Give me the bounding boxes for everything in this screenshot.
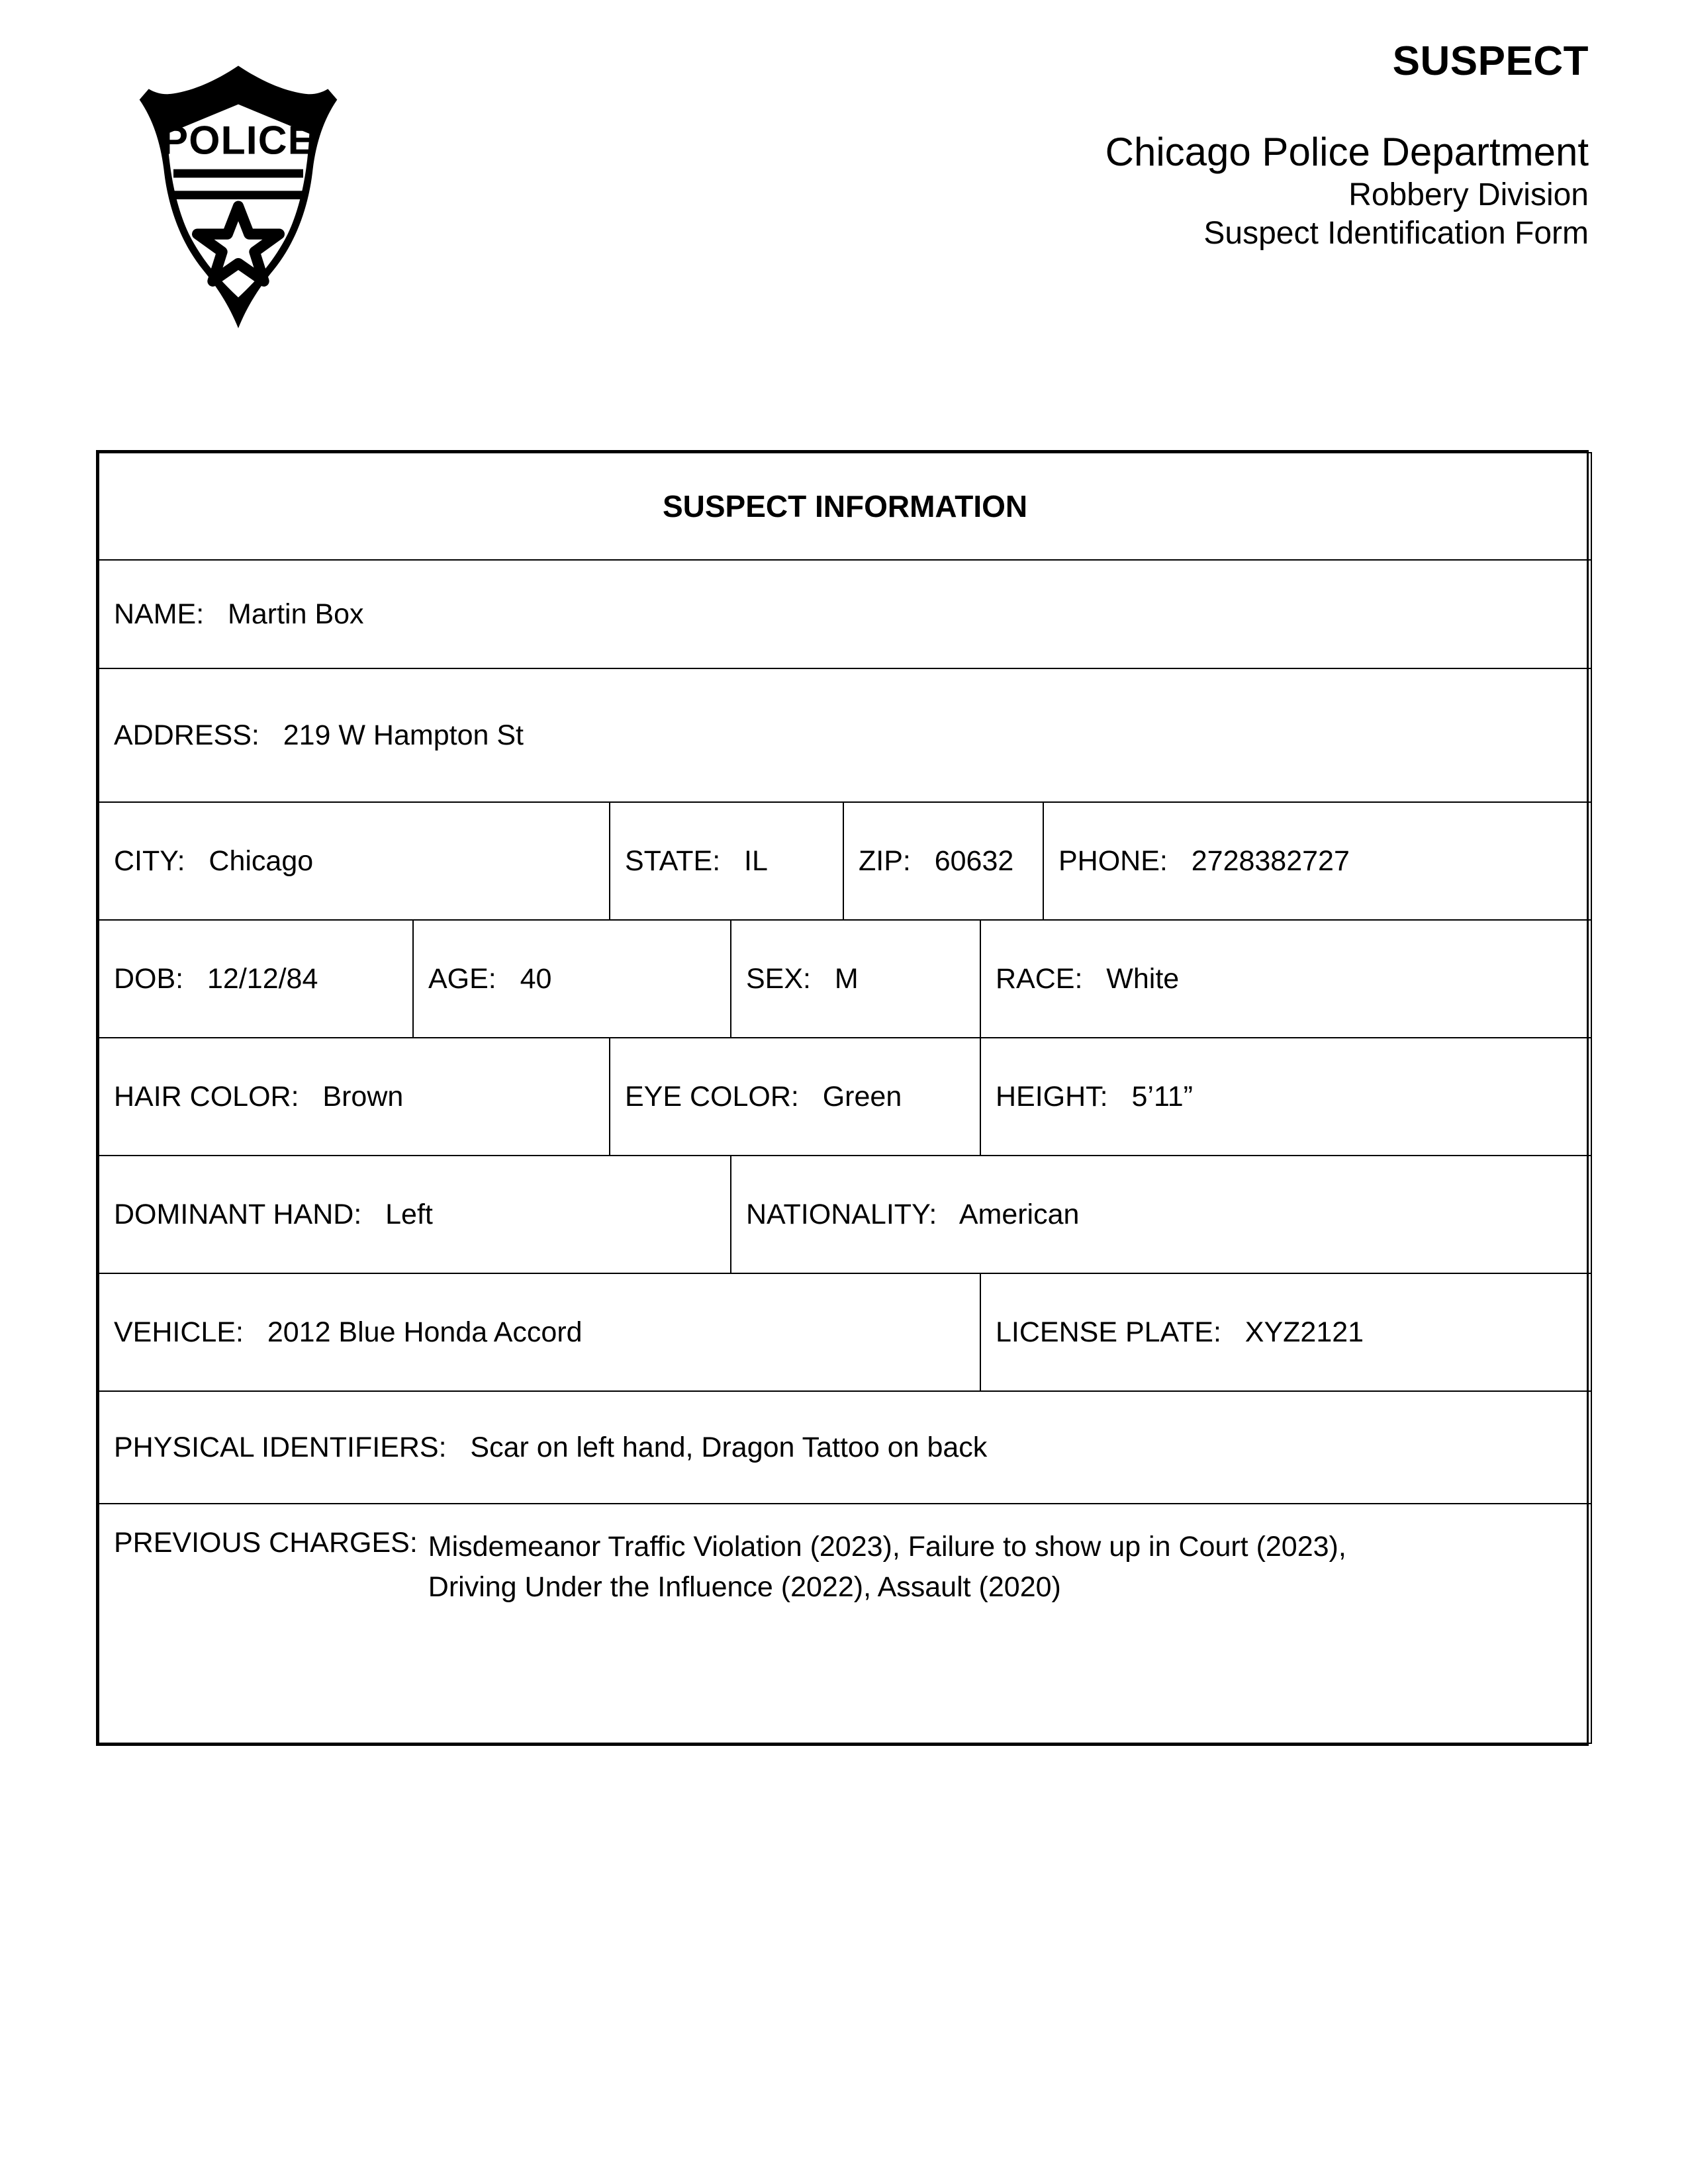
- dob-value: 12/12/84: [207, 962, 318, 995]
- height-field: [981, 1069, 1591, 1125]
- section-title-cell: [99, 453, 1591, 560]
- vehicle-label: VEHICLE:: [114, 1316, 244, 1348]
- suspect-information-table: [96, 450, 1589, 1746]
- hair-color-label: HAIR COLOR:: [114, 1080, 299, 1113]
- nationality-value: American: [959, 1198, 1080, 1230]
- state-cell: [610, 802, 843, 920]
- previous-charges-cell: [99, 1504, 1591, 1743]
- phone-field: [1044, 833, 1591, 889]
- hair-color-field: [99, 1069, 609, 1125]
- license-plate-value: XYZ2121: [1244, 1316, 1364, 1348]
- section-title: SUSPECT INFORMATION: [662, 489, 1028, 523]
- physical-identifiers-cell: [99, 1391, 1591, 1504]
- physical-identifiers-label: PHYSICAL IDENTIFIERS:: [114, 1431, 447, 1463]
- physical-identifiers-value: Scar on left hand, Dragon Tattoo on back: [470, 1431, 988, 1463]
- nationality-label: NATIONALITY:: [746, 1198, 937, 1230]
- height-value: 5’11”: [1131, 1080, 1193, 1113]
- vehicle-value: 2012 Blue Honda Accord: [267, 1316, 583, 1348]
- police-shield-badge-icon: [122, 60, 354, 338]
- vehicle-field: [99, 1304, 980, 1361]
- city-field: [99, 833, 609, 889]
- vehicle-cell: [99, 1273, 980, 1391]
- dominant-hand-cell: [99, 1156, 731, 1273]
- height-cell: [980, 1038, 1591, 1156]
- sex-value: M: [834, 962, 859, 995]
- table-row-name: [99, 560, 1591, 668]
- table-section-header-row: [99, 453, 1591, 560]
- phone-cell: [1043, 802, 1591, 920]
- nationality-field: [731, 1187, 1591, 1243]
- age-field: [414, 951, 730, 1007]
- city-value: Chicago: [209, 844, 314, 877]
- physical-identifiers-field: [99, 1420, 1591, 1476]
- city-label: CITY:: [114, 844, 185, 877]
- height-label: HEIGHT:: [996, 1080, 1108, 1113]
- zip-field: [844, 833, 1043, 889]
- previous-charges-value: Misdemeanor Traffic Violation (2023), Failure to show up in Court (2023), Driving Under the Influence (2022), Assault (2020): [428, 1531, 1346, 1604]
- name-field: [99, 586, 1591, 643]
- age-label: AGE:: [428, 962, 496, 995]
- zip-cell: [843, 802, 1043, 920]
- phone-label: PHONE:: [1058, 844, 1168, 877]
- form-title: Suspect Identification Form: [1203, 216, 1589, 251]
- table-row-hair-eye-height: [99, 1038, 1591, 1156]
- document-header: [96, 40, 1589, 410]
- table-row-city-state-zip-phone: [99, 802, 1591, 920]
- name-label: NAME:: [114, 598, 205, 630]
- state-value: IL: [744, 844, 768, 877]
- address-cell: [99, 668, 1591, 802]
- nationality-cell: [731, 1156, 1591, 1273]
- department-name: Chicago Police Department: [1105, 130, 1589, 175]
- svg-text:POLICE: POLICE: [161, 117, 316, 163]
- city-cell: [99, 802, 610, 920]
- license-plate-field: [981, 1304, 1591, 1361]
- header-text-block: [596, 40, 1589, 253]
- state-label: STATE:: [625, 844, 721, 877]
- race-field: [981, 951, 1591, 1007]
- phone-value: 2728382727: [1191, 844, 1350, 877]
- dob-cell: [99, 920, 413, 1038]
- table-row-dob-age-sex-race: [99, 920, 1591, 1038]
- race-label: RACE:: [996, 962, 1083, 995]
- dominant-hand-label: DOMINANT HAND:: [114, 1198, 362, 1230]
- license-plate-cell: [980, 1273, 1591, 1391]
- dob-field: [99, 951, 412, 1007]
- division-name: Robbery Division: [1348, 177, 1589, 212]
- race-value: White: [1106, 962, 1180, 995]
- sex-field: [731, 951, 980, 1007]
- dob-label: DOB:: [114, 962, 184, 995]
- name-cell: [99, 560, 1591, 668]
- age-cell: [413, 920, 731, 1038]
- table-row-hand-nationality: [99, 1156, 1591, 1273]
- eye-color-cell: [610, 1038, 980, 1156]
- previous-charges-label: PREVIOUS CHARGES:: [114, 1527, 418, 1559]
- name-value: Martin Box: [228, 598, 364, 630]
- sex-label: SEX:: [746, 962, 811, 995]
- eye-color-field: [610, 1069, 980, 1125]
- table-row-physical-identifiers: [99, 1391, 1591, 1504]
- dominant-hand-field: [99, 1187, 730, 1243]
- address-field: [99, 707, 1591, 764]
- address-label: ADDRESS:: [114, 719, 259, 751]
- document-type-title: SUSPECT: [1392, 38, 1589, 84]
- previous-charges-field: [99, 1504, 1591, 1619]
- zip-value: 60632: [934, 844, 1014, 877]
- eye-color-value: Green: [822, 1080, 902, 1113]
- table-row-previous-charges: [99, 1504, 1591, 1743]
- hair-color-cell: [99, 1038, 610, 1156]
- address-value: 219 W Hampton St: [283, 719, 524, 751]
- table-row-address: [99, 668, 1591, 802]
- table-row-vehicle-plate: [99, 1273, 1591, 1391]
- state-field: [610, 833, 843, 889]
- race-cell: [980, 920, 1591, 1038]
- age-value: 40: [520, 962, 552, 995]
- sex-cell: [731, 920, 980, 1038]
- license-plate-label: LICENSE PLATE:: [996, 1316, 1221, 1348]
- zip-label: ZIP:: [859, 844, 911, 877]
- dominant-hand-value: Left: [385, 1198, 433, 1230]
- hair-color-value: Brown: [322, 1080, 404, 1113]
- eye-color-label: EYE COLOR:: [625, 1080, 799, 1113]
